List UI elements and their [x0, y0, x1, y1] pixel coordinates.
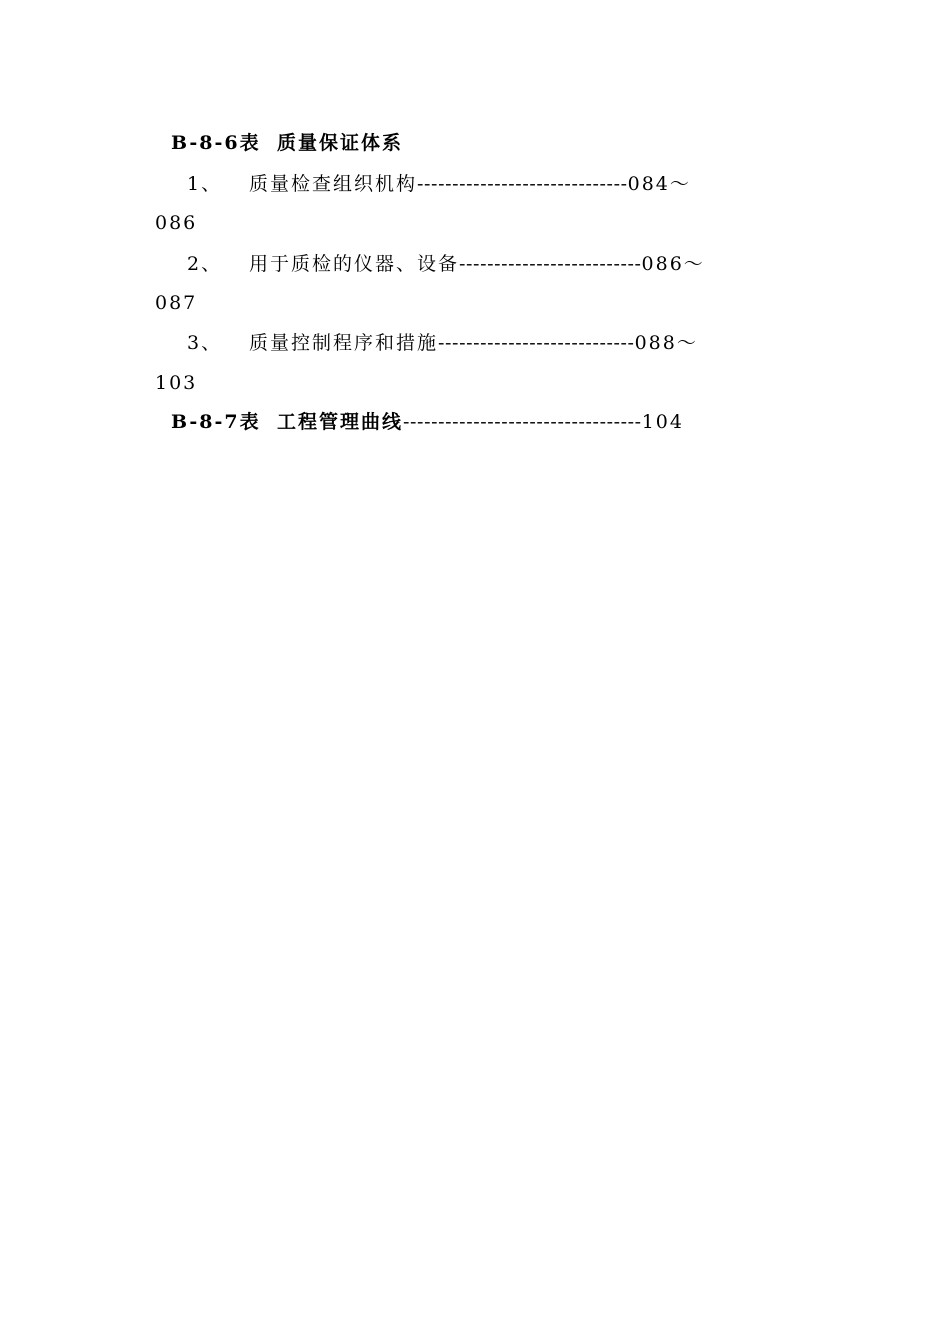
- toc-section-b87: [171, 410, 684, 434]
- page-start: 084～: [627, 173, 691, 195]
- dot-leader: ----------------------------------: [403, 411, 642, 433]
- dot-leader: ------------------------------: [417, 173, 628, 195]
- toc-item-1-page-end: 086: [155, 212, 198, 234]
- toc-item-2-page-end: 087: [155, 292, 198, 314]
- page-start: 086～: [641, 253, 705, 275]
- section-code: B-8-7表: [171, 411, 261, 433]
- toc-item-3: [187, 331, 698, 355]
- toc-item-3-page-end: 103: [155, 372, 198, 394]
- item-number: 2、: [187, 253, 223, 275]
- toc-section-b86: [171, 131, 403, 155]
- dot-leader: ----------------------------: [438, 332, 635, 354]
- toc-item-2: [187, 252, 705, 276]
- section-code: B-8-6表: [171, 132, 261, 154]
- section-title: 质量保证体系: [277, 132, 404, 154]
- page-start: 088～: [634, 332, 698, 354]
- item-title: 质量检查组织机构: [249, 173, 418, 195]
- item-number: 3、: [187, 332, 223, 354]
- item-number: 1、: [187, 173, 223, 195]
- dot-leader: --------------------------: [459, 253, 642, 275]
- toc-item-1: [187, 172, 691, 196]
- item-title: 质量控制程序和措施: [249, 332, 439, 354]
- section-title: 工程管理曲线: [277, 411, 404, 433]
- page-number: 104: [641, 411, 684, 433]
- item-title: 用于质检的仪器、设备: [249, 253, 460, 275]
